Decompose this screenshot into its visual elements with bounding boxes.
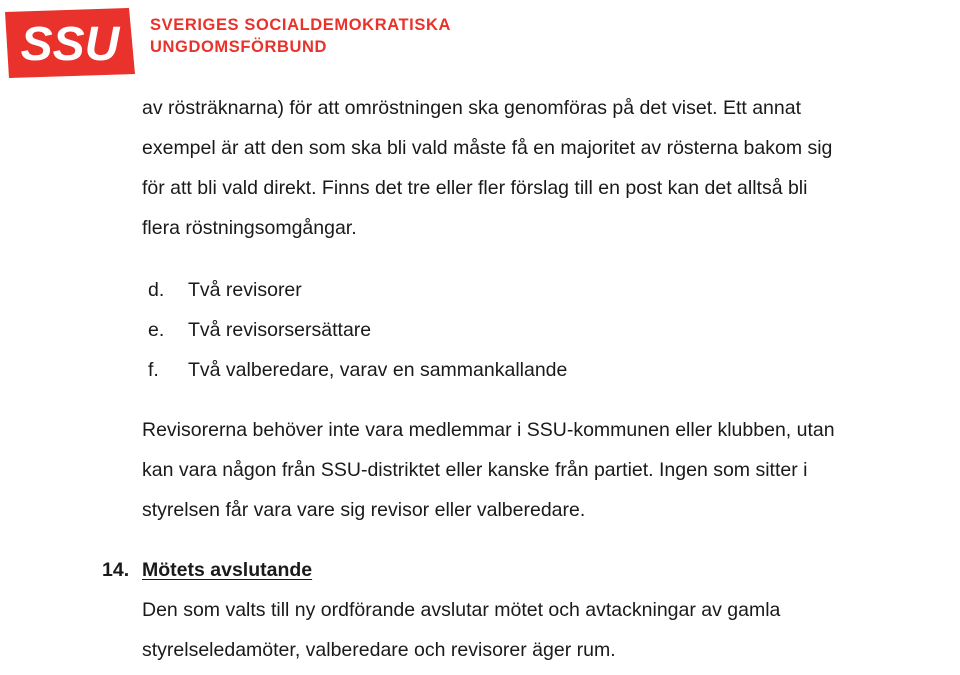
org-name-line-1: SVERIGES SOCIALDEMOKRATISKA (150, 16, 452, 34)
ssu-logo (5, 8, 135, 78)
text-line: kan vara någon från SSU-distriktet eller kanske från partiet. Ingen som sitter i (142, 459, 808, 481)
paragraph-auditors (142, 410, 957, 530)
page-header (0, 0, 960, 80)
list-item (142, 310, 957, 350)
text-line: Den som valts till ny ordförande avslutar mötet och avtackningar av gamla (142, 599, 781, 621)
list-item-text: Två revisorsersättare (188, 319, 372, 341)
text-line: exempel är att den som ska bli vald måste få en majoritet av rösterna bakom sig (142, 137, 833, 159)
list-marker: f. (148, 359, 159, 381)
logo-text: SSU (20, 18, 120, 71)
list-item-text: Två revisorer (188, 279, 302, 301)
text-line: Revisorerna behöver inte vara medlemmar i SSU-kommunen eller klubben, utan (142, 419, 835, 441)
org-name-line-2: UNGDOMSFÖRBUND (150, 38, 328, 56)
section-14 (102, 550, 957, 670)
text-line: för att bli vald direkt. Finns det tre eller fler förslag till en post kan det alltså bli (142, 177, 808, 199)
list-marker: d. (148, 279, 165, 301)
organization-name (150, 14, 451, 58)
text-line: av rösträknarna) för att omröstningen ska genomföras på det viset. Ett annat (142, 97, 802, 119)
list-marker: e. (148, 319, 165, 341)
section-title: Mötets avslutande (142, 559, 313, 581)
document-body (102, 88, 957, 670)
text-line: styrelsen får vara vare sig revisor eller valberedare. (142, 499, 586, 521)
list-item-text: Två valberedare, varav en sammankallande (188, 359, 568, 381)
section-number: 14. (102, 559, 130, 581)
ssu-logo-mark (5, 8, 135, 78)
text-line: flera röstningsomgångar. (142, 217, 357, 239)
paragraph-voting (142, 88, 957, 248)
list-item (142, 350, 957, 390)
section-heading (102, 550, 957, 590)
paragraph-closing (142, 590, 957, 670)
text-line: styrelseledamöter, valberedare och revisorer äger rum. (142, 639, 616, 661)
election-list (142, 270, 957, 390)
list-item (142, 270, 957, 310)
